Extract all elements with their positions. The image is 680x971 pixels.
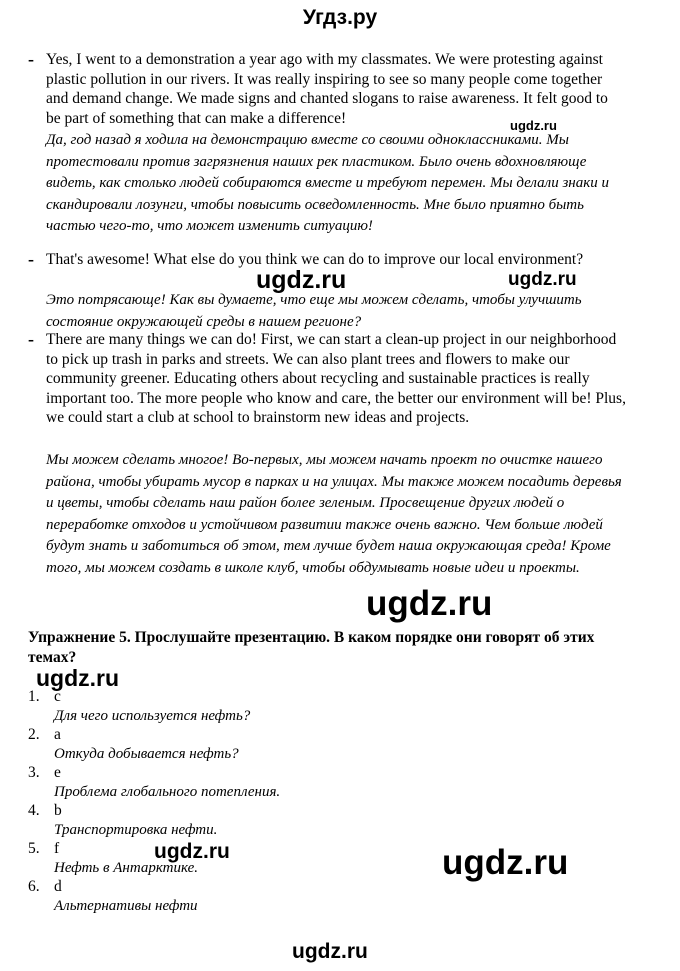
answer-letter: e (54, 764, 61, 781)
answer-number: 2. (28, 726, 40, 743)
answer-topic: Откуда добывается нефть? (54, 746, 239, 762)
answer-topic: Альтернативы нефти (54, 898, 198, 914)
answer-number: 4. (28, 802, 40, 819)
watermark: ugdz.ru (36, 665, 120, 691)
answer-topic: Для чего используется нефть? (54, 708, 251, 724)
answer-letter: a (54, 726, 61, 743)
answer-letter: c (54, 688, 61, 705)
answer-number: 5. (28, 840, 40, 857)
answer-number: 3. (28, 764, 40, 781)
answer-letter: f (54, 840, 60, 857)
english-text: That's awesome! What else do you think we can do to improve our local environment? (46, 251, 584, 268)
watermark: ugdz.ru (442, 843, 569, 882)
watermark: ugdz.ru (154, 840, 230, 863)
watermark: ugdz.ru (510, 118, 557, 133)
english-text: There are many things we can do! First, we can start a clean-up project in our neighborhood to pick up trash in parks and streets. We can also plant trees and flowers to make our community greener. Educating others about recycling and sustainable practices is really important too. The more people who know and care, the better our environment will be! Plus, we could start a club at school to brainstorm new ideas and projects. (46, 331, 626, 426)
exercise-heading: Упражнение 5. Прослушайте презентацию. В каком порядке они говорят об этих темах? (28, 629, 595, 666)
site-title: Угдз.ру (302, 6, 378, 29)
english-text: Yes, I went to a demonstration a year ago with my classmates. We were protesting against plastic pollution in our rivers. It was really inspiring to see so many people come together and demand change. We made signs and chanted slogans to raise awareness. It felt good to be part of something that can make a difference! (46, 51, 608, 127)
answer-letter: b (54, 802, 62, 819)
russian-translation: Это потрясающе! Как вы думаете, что еще мы можем сделать, чтобы улучшить состояние окружающей среды в нашем регионе? (46, 292, 582, 330)
watermark: ugdz.ru (292, 940, 368, 963)
watermark: ugdz.ru (508, 269, 577, 290)
watermark: ugdz.ru (366, 584, 493, 623)
answer-topic: Транспортировка нефти. (54, 822, 218, 838)
answer-topic: Нефть в Антарктике. (54, 860, 199, 876)
watermark: ugdz.ru (256, 266, 347, 294)
dash-bullet: - (28, 49, 34, 69)
dash-bullet: - (28, 249, 34, 269)
answer-letter: d (54, 878, 62, 895)
russian-translation: Мы можем сделать многое! Во-первых, мы можем начать проект по очистке нашего района, чтобы убирать мусор в парках и на улицах. Мы также можем посадить деревья и цветы, чтобы сделать наш район более зеленым. Просвещение других людей о переработке отходов и устойчивом развитии также очень важно. Чем больше людей будут знать и заботиться об этом, тем лучше будет наша окружающая среда! Кроме того, мы можем создать в школе клуб, чтобы обдумывать новые идеи и проекты. (46, 452, 622, 576)
answer-number: 1. (28, 688, 40, 705)
answer-number: 6. (28, 878, 40, 895)
dash-bullet: - (28, 329, 34, 349)
answer-topic: Проблема глобального потепления. (54, 784, 281, 800)
russian-translation: Да, год назад я ходила на демонстрацию вместе со своими одноклассниками. Мы протестовали против загрязнения наших рек пластиком. Было очень вдохновляюще видеть, как столько людей собираются вместе и требуют перемен. Мы делали знаки и скандировали лозунги, чтобы повысить осведомленность. Мне было приятно быть частью чего-то, что может изменить ситуацию! (46, 132, 609, 234)
